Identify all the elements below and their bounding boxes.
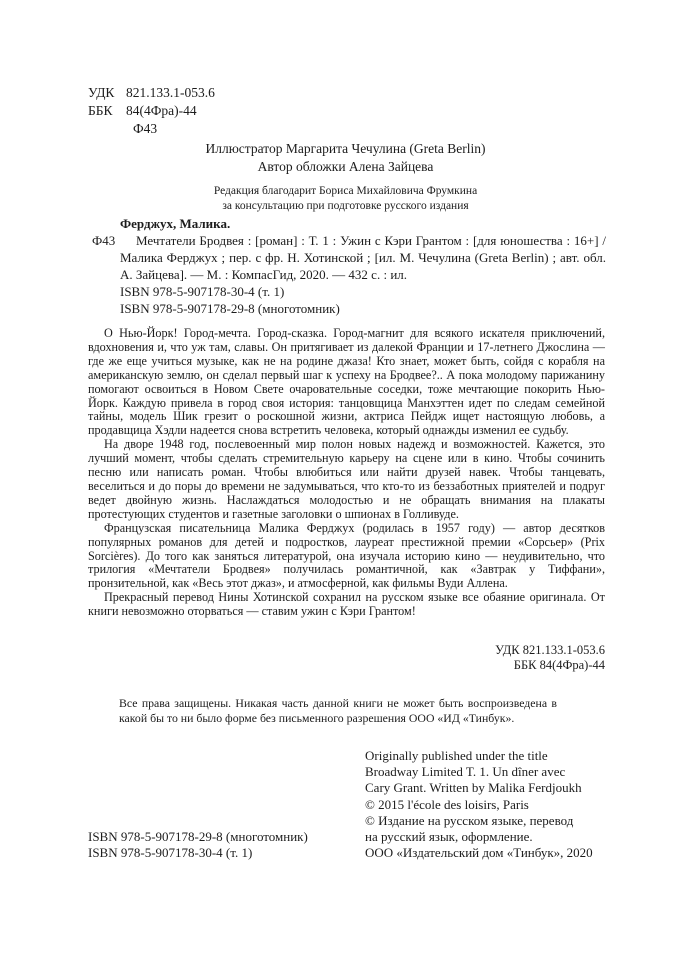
annotation-paragraph-1: О Нью-Йорк! Город-мечта. Город-сказка. Город-магнит для всякого искателя приключений, вдохновения и, что уж там, славы. Он притягивает из далекой Франции и 17-летнего Джослина — где же еще учиться музыке, как не на родине джаза! Кто знает, может быть, сойдя с корабля на американскую землю, он сделал первый шаг к успеху на Бродвее?.. А пока молодому парижанину помогают освоиться в Новом Свете очаровательные соседки, тоже мечтающие покорить Нью-Йорк. Каждую привела в город своя история: танцовщица Манхэттен идет по следам семейной тайны, модель Шик грезит о роскошной жизни, актриса Пейдж ищет настоящую любовь, а продавщица Хэдли надеется снова встретить человека, который однажды изменил ее судьбу.: [88, 326, 605, 438]
udk-bottom: УДК 821.133.1-053.6: [495, 643, 605, 657]
author-sign-row: [88, 120, 215, 138]
udk-label: УДК: [88, 85, 115, 100]
isbn-set-line: ISBN 978-5-907178-29-8 (многотомник): [120, 301, 340, 316]
classification-codes-bottom: [88, 643, 605, 673]
imprint-line-publisher: ООО «Издательский дом «Тинбук», 2020: [365, 845, 593, 861]
annotation-paragraph-3: Французская писательница Малика Ферджух (родилась в 1957 году) — автор десятков популярных романов для детей и подростков, лауреат престижной премии «Сорсьер» (Prix Sorcières). До того как заняться литературой, она изучала историю кино — неудивительно, что трилогия «Мечтатели Бродвея» получилась романтичной, как «Завтрак у Тиффани», пронзительной, как «Весь этот джаз», и атмосферной, как фильмы Вуди Аллена.: [88, 520, 605, 591]
imprint-block: [365, 748, 593, 861]
isbn-bottom-block: [88, 829, 308, 861]
annotation-block: [88, 327, 605, 619]
udk-value: 821.133.1-053.6: [126, 85, 215, 100]
annotation-paragraph-4: Прекрасный перевод Нины Хотинской сохранил на русском языке все обаяние оригинала. От книги невозможно оторваться — ставим ужин с Кэри Грантом!: [88, 590, 605, 619]
bbk-bottom: ББК 84(4Фра)-44: [513, 658, 605, 672]
biblio-description: [92, 232, 606, 283]
biblio-author-heading: Ферджух, Малика.: [120, 216, 231, 231]
imprint-line-written-by: Cary Grant. Written by Malika Ferdjoukh: [365, 780, 582, 796]
isbn-bottom-set: ISBN 978-5-907178-29-8 (многотомник): [88, 829, 308, 844]
acknowledgement-line-2: за консультацию при подготовке русского издания: [222, 200, 469, 212]
imprint-line-original-title: Originally published under the title: [365, 748, 548, 763]
classification-codes-top: [88, 84, 215, 138]
credits-block: [0, 140, 691, 175]
author-sign-spacer: [88, 120, 126, 138]
acknowledgement-block: [0, 184, 691, 214]
imprint-line-original-title-2: Broadway Limited T. 1. Un dîner avec: [365, 764, 566, 780]
udk-row: [88, 84, 215, 102]
imprint-line-copyright-russian: © Издание на русском языке, перевод: [365, 812, 574, 828]
acknowledgement-line-1: Редакция благодарит Бориса Михайловича Фрумкина: [213, 185, 478, 197]
isbn-bottom-volume: ISBN 978-5-907178-30-4 (т. 1): [88, 845, 253, 861]
rights-notice-text: Все права защищены. Никакая часть данной книги не может быть воспроизведена в какой бы то ни было форме без письменного разрешения ООО «ИД «Тинбук».: [119, 696, 557, 726]
biblio-shelf-code: Ф43: [92, 233, 116, 248]
annotation-paragraph-2: На дворе 1948 год, послевоенный мир полон новых надежд и возможностей. Кажется, это лучший момент, чтобы сделать стремительную карьеру на сцене или в кино. Чтобы сочинить песню или написать роман. Чтобы влюбиться или найти друзей навек. Чтобы танцевать, веселиться и до поры до времени не задумываться, что кто-то из беззаботных приятелей и подруг ведет двойную жизнь. Наслаждаться молодостью и не обращать внимания на плакаты протестующих студентов и газетные заголовки о шпионах в Голливуде.: [88, 437, 605, 521]
imprint-line-copyright-russian-2: на русский язык, оформление.: [365, 829, 533, 845]
imprint-line-copyright-original: © 2015 l'école des loisirs, Paris: [365, 796, 529, 812]
rights-notice: [119, 696, 557, 726]
bbk-label: ББК: [88, 103, 113, 118]
illustrator-credit: Иллюстратор Маргарита Чечулина (Greta Berlin): [205, 141, 486, 156]
isbn-volume-line: ISBN 978-5-907178-30-4 (т. 1): [120, 284, 285, 299]
bbk-row: [88, 102, 215, 120]
author-sign: Ф43: [133, 121, 158, 136]
biblio-description-text: Мечтатели Бродвея : [роман] : Т. 1 : Ужин с Кэри Грантом : [для юношества : 16+] / Малика Ферджух ; пер. с фр. Н. Хотинской ; [ил. М. Чечулина (Greta Berlin) ; авт. обл. А. Зайцева]. — М. : КомпасГид, 2020. — 432 с. : ил.: [120, 233, 606, 282]
bibliographic-record: [92, 215, 606, 317]
cover-author-credit: Автор обложки Алена Зайцева: [257, 158, 434, 174]
bbk-value: 84(4Фра)-44: [126, 103, 197, 118]
